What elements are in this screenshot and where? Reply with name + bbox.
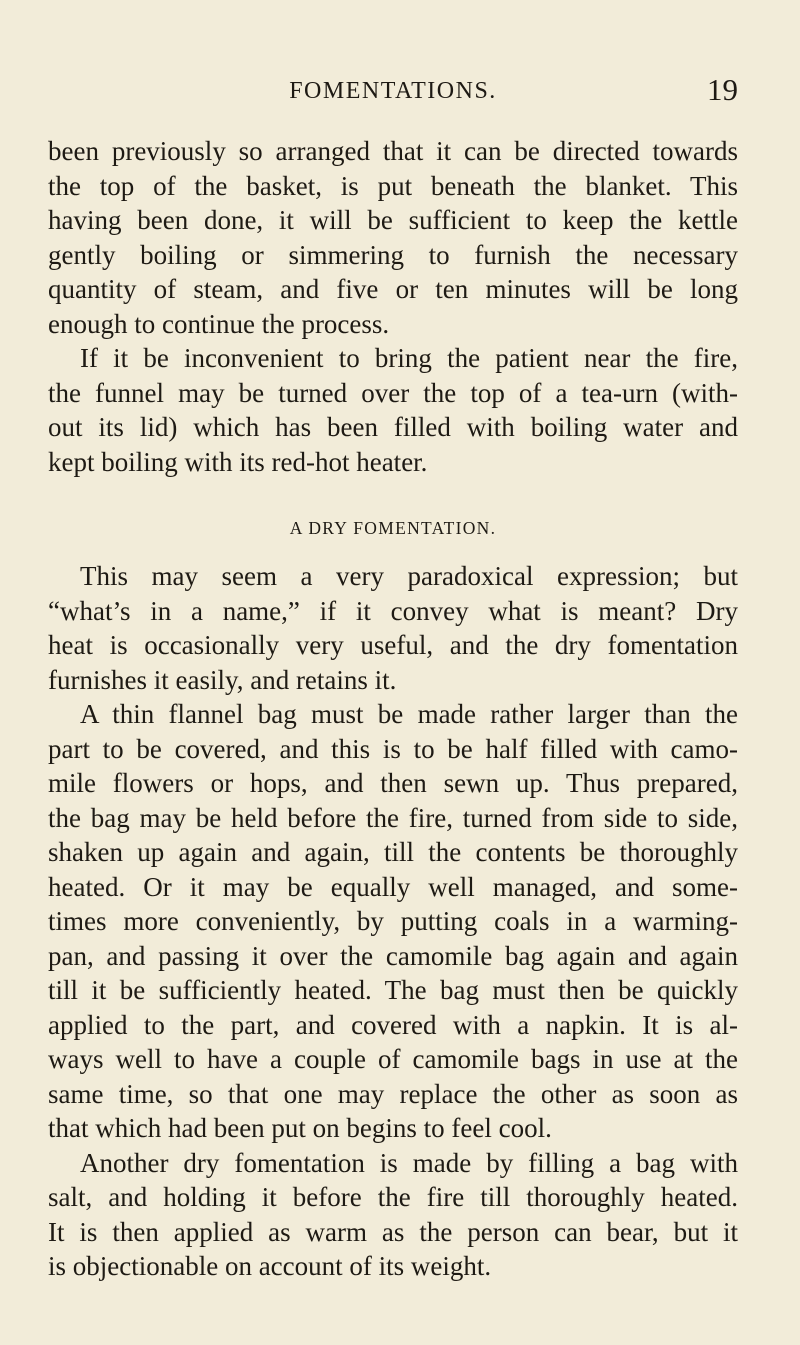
text-line: quantity of steam, and five or ten minutes will be long	[48, 274, 738, 304]
text-line: applied to the part, and covered with a napkin. It is al-	[48, 1009, 738, 1040]
text-line: If it be inconvenient to bring the patient near the fire,	[80, 343, 738, 373]
text-line: heated. Or it may be equally well managed, and some-	[48, 871, 738, 902]
text-line: This may seem a very paradoxical expression; but	[80, 561, 738, 591]
text-line: heat is occasionally very useful, and the dry fomentation	[48, 630, 738, 660]
text-line: mile flowers or hops, and then sewn up. Thus prepared,	[48, 768, 738, 798]
text-line: having been done, it will be sufficient to keep the kettle	[48, 205, 738, 235]
text-line: ways well to have a couple of camomile bags in use at the	[48, 1044, 738, 1074]
text-line: part to be covered, and this is to be half filled with camo-	[48, 733, 738, 764]
text-line: been previously so arranged that it can be directed towards	[48, 136, 738, 166]
text-line: A thin flannel bag must be made rather larger than the	[80, 699, 738, 729]
text-line: that which had been put on begins to feel cool.	[48, 1113, 552, 1143]
paragraph	[48, 134, 738, 341]
paragraph	[48, 341, 738, 479]
text-line: the top of the basket, is put beneath the blanket. This	[48, 170, 738, 201]
text-line: same time, so that one may replace the other as soon as	[48, 1078, 738, 1109]
paragraph	[48, 559, 738, 697]
text-line: the bag may be held before the fire, turned from side to side,	[48, 802, 738, 833]
text-line: times more conveniently, by putting coals in a warming-	[48, 906, 738, 936]
paragraph	[48, 1146, 738, 1284]
text-line: It is then applied as warm as the person can bear, but it	[48, 1216, 738, 1247]
text-line: enough to continue the process.	[48, 308, 390, 339]
page-body	[48, 134, 738, 1284]
page-header	[48, 72, 738, 118]
section-heading: A DRY FOMENTATION.	[289, 518, 497, 538]
text-line: kept boiling with its red-hot heater.	[48, 446, 428, 477]
running-head: FOMENTATIONS.	[289, 78, 497, 104]
text-line: till it be sufficiently heated. The bag must then be quickly	[48, 975, 738, 1005]
text-line: the funnel may be turned over the top of a tea-urn (with-	[48, 377, 738, 408]
page-number: 19	[707, 72, 738, 107]
text-line: is objectionable on account of its weight.	[48, 1251, 492, 1281]
text-line: salt, and holding it before the fire till thoroughly heated.	[48, 1182, 738, 1212]
paragraph	[48, 697, 738, 1146]
text-line: out its lid) which has been filled with boiling water and	[48, 412, 738, 442]
text-line: Another dry fomentation is made by filling a bag with	[80, 1147, 738, 1178]
text-line: furnishes it easily, and retains it.	[48, 664, 397, 695]
text-line: pan, and passing it over the camomile bag again and again	[48, 940, 738, 971]
text-line: shaken up again and again, till the contents be thoroughly	[48, 837, 738, 867]
text-line: “what’s in a name,” if it convey what is meant? Dry	[48, 595, 738, 626]
text-line: gently boiling or simmering to furnish the necessary	[48, 239, 738, 270]
